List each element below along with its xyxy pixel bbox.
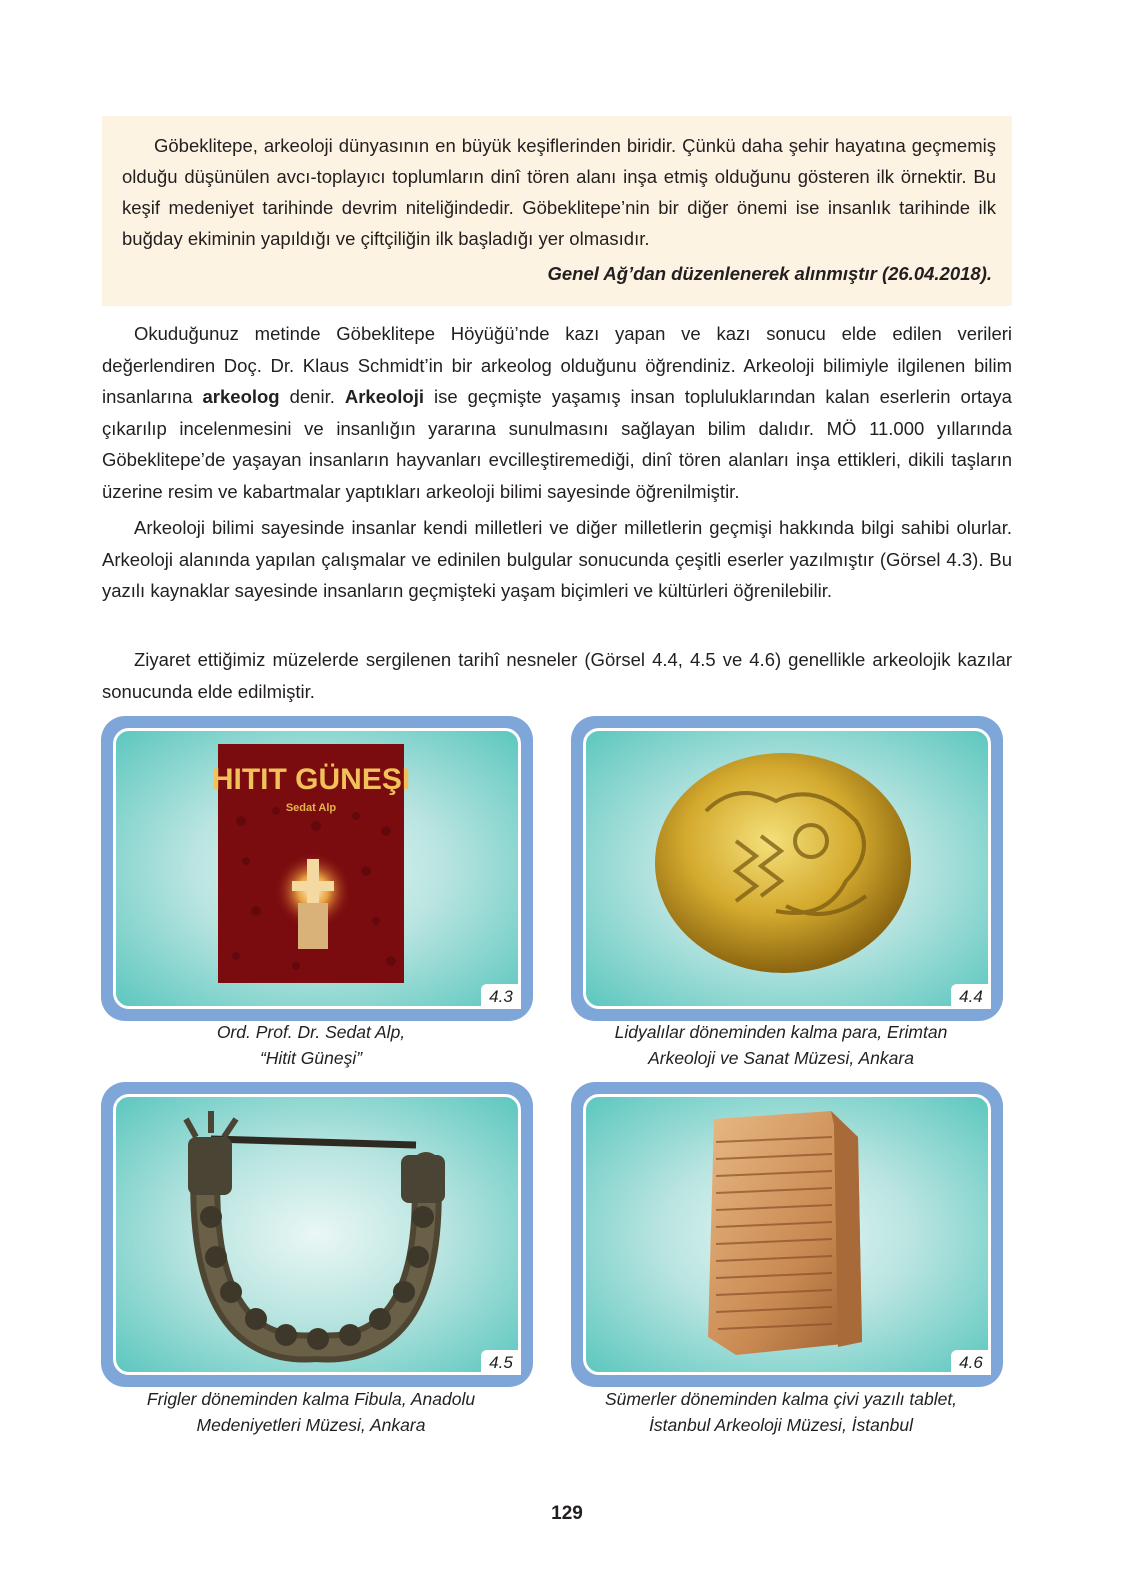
caption-line-1: Ord. Prof. Dr. Sedat Alp, xyxy=(216,1022,406,1042)
caption-line-2: Arkeoloji ve Sanat Müzesi, Ankara xyxy=(648,1048,914,1068)
term-arkeolog: arkeolog xyxy=(202,386,280,408)
body-p1-part-a: Okuduğunuz metinde Göbeklitepe Höyüğü’nde kazı yapan ve kazı sonucu elde edilen verileri değerlendiren Doç. Dr. Klaus Schmidt’in bir arkeolog olduğunu öğrendiniz. Arkeoloji bilimiyle ilgilenen bilim insanlarına xyxy=(102,323,1012,408)
figure-4-4-caption xyxy=(565,1019,997,1071)
quote-box xyxy=(102,116,1012,306)
figure-number: 4.6 xyxy=(951,1350,991,1375)
book-cover-icon xyxy=(116,731,518,1006)
caption-line-2: İstanbul Arkeoloji Müzesi, İstanbul xyxy=(649,1415,913,1435)
page-number: 129 xyxy=(551,1503,583,1524)
body-p1-part-c: ise geçmişte yaşamış insan topluluklarından kalan eserlerin ortaya çıkarılıp incelenmesini ve insanlığın yararına sunulmasını sağlayan bilim dalıdır. MÖ 11.000 yıllarında Göbeklitepe’de yaşayan insanların hayvanları evcilleştiremediği, dinî tören alanları inşa ettikleri, dikili taşların üzerine resim ve kabartmalar yaptıkları arkeoloji bilimi sayesinde öğrenilmiştir. xyxy=(102,386,1012,502)
caption-line-2: Medeniyetleri Müzesi, Ankara xyxy=(196,1415,426,1435)
body-paragraph-3 xyxy=(102,644,1012,707)
figure-4-5-background xyxy=(113,1094,521,1375)
figure-number: 4.5 xyxy=(481,1350,521,1375)
figure-4-4 xyxy=(571,716,1003,1021)
caption-line-2: “Hitit Güneşi” xyxy=(259,1048,363,1068)
figure-4-6 xyxy=(571,1082,1003,1387)
body-paragraph-1 xyxy=(102,318,1012,508)
figure-4-3-background xyxy=(113,728,521,1009)
caption-line-1: Sümerler döneminden kalma çivi yazılı tablet, xyxy=(604,1389,958,1409)
figure-4-5-caption xyxy=(95,1386,527,1438)
gold-coin-icon xyxy=(586,731,988,1006)
book-author: Sedat Alp xyxy=(285,802,337,814)
body-paragraph-2 xyxy=(102,512,1012,607)
figure-4-6-caption xyxy=(565,1386,997,1438)
body-p3-text: Ziyaret ettiğimiz müzelerde sergilenen tarihî nesneler (Görsel 4.4, 4.5 ve 4.6) genellikle arkeolojik kazılar sonucunda elde edilmiştir. xyxy=(102,649,1012,702)
figure-number: 4.3 xyxy=(481,984,521,1009)
quote-paragraph-text: Göbeklitepe, arkeoloji dünyasının en büyük keşiflerinden biridir. Çünkü daha şehir hayatına geçmemiş olduğu düşünülen avcı-toplayıcı toplumların dinî tören alanı inşa etmiş olduğunu gösteren ilk örnektir. Bu keşif medeniyet tarihinde devrim niteliğindedir. Göbeklitepe’nin bir diğer önemi ise insanlık tarihinde ilk buğday ekiminin yapıldığı ve çiftçiliğin ilk başladığı yer olmasıdır. xyxy=(122,135,996,249)
figure-number: 4.4 xyxy=(951,984,991,1009)
figure-4-5 xyxy=(101,1082,533,1387)
fibula-icon xyxy=(116,1097,518,1372)
quote-paragraph xyxy=(122,130,996,254)
figure-4-3 xyxy=(101,716,533,1021)
caption-line-1: Frigler döneminden kalma Fibula, Anadolu xyxy=(146,1389,476,1409)
caption-line-1: Lidyalılar döneminden kalma para, Erimtan xyxy=(614,1022,948,1042)
body-p1-part-b: denir. xyxy=(279,386,345,408)
figure-4-6-background xyxy=(583,1094,991,1375)
clay-tablet-icon xyxy=(586,1097,988,1372)
body-p2-text: Arkeoloji bilimi sayesinde insanlar kendi milletleri ve diğer milletlerin geçmişi hakkında bilgi sahibi olurlar. Arkeoloji alanında yapılan çalışmalar ve edinilen bulgular sonucunda çeşitli eserler yazılmıştır (Görsel 4.3). Bu yazılı kaynaklar sayesinde insanların geçmişteki yaşam biçimleri ve kültürleri öğrenilebilir. xyxy=(102,517,1012,602)
term-arkeoloji: Arkeoloji xyxy=(344,386,425,408)
quote-source: Genel Ağ’dan düzenlenerek alınmıştır (26.04.2018). xyxy=(547,263,992,284)
figure-4-3-caption xyxy=(95,1019,527,1071)
book-title: HITIT GÜNEŞI xyxy=(211,763,411,796)
figure-4-4-background xyxy=(583,728,991,1009)
